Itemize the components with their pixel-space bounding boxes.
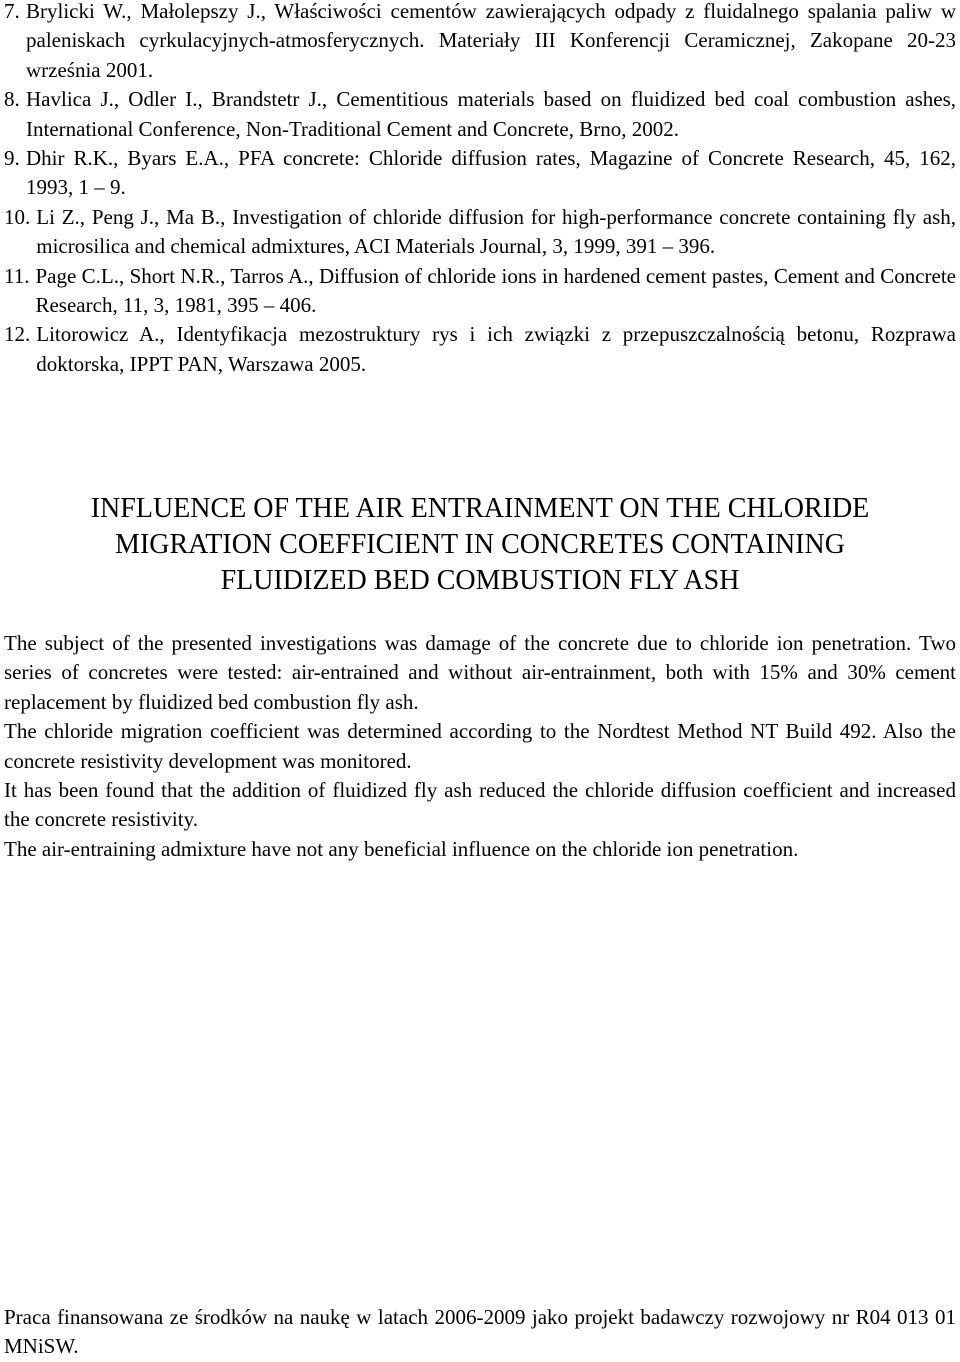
paper-title (0, 491, 960, 599)
abstract-paragraph: The chloride migration coefficient was determined according to the Nordtest Method NT Build 492. Also the concrete resistivity development was monitored. (4, 719, 956, 773)
reference-text: Li Z., Peng J., Ma B., Investigation of chloride diffusion for high-performance concrete containing fly ash, microsilica and chemical admixtures, ACI Materials Journal, 3, 1999, 391 – 396. (36, 204, 956, 259)
abstract-paragraph: It has been found that the addition of fluidized fly ash reduced the chloride diffusion coefficient and increased the concrete resistivity. (4, 778, 956, 832)
reference-item (4, 85, 956, 144)
abstract-paragraph: The subject of the presented investigations was damage of the concrete due to chloride ion penetration. Two series of concretes were tested: air-entrained and without air-entrainment, both with 15% and 30% cement replacement by fluidized bed combustion fly ash. (4, 631, 956, 714)
abstract-paragraph: The air-entraining admixture have not any beneficial influence on the chloride ion penetration. (4, 836, 799, 861)
reference-number: 7. (4, 0, 20, 23)
reference-number: 8. (4, 87, 20, 112)
reference-list (4, 0, 956, 379)
reference-item (4, 320, 956, 379)
reference-number: 11. (4, 263, 30, 288)
reference-text: Litorowicz A., Identyfikacja mezostruktury rys i ich związki z przepuszczalnością betonu, Rozprawa doktorska, IPPT PAN, Warszawa 2005. (36, 322, 956, 376)
reference-item (4, 262, 956, 321)
reference-item (4, 203, 956, 262)
reference-item (4, 0, 956, 85)
reference-number: 12. (4, 322, 31, 347)
reference-text: Havlica J., Odler I., Brandstetr J., Cementitious materials based on fluidized bed coal combustion ashes, International Conference, Non-Traditional Cement and Concrete, Brno, 2002. (26, 87, 956, 141)
abstract (4, 629, 956, 864)
reference-text: Brylicki W., Małolepszy J., Właściwości cementów zawierających odpady z fluidalnego spalania paliw w paleniskach cyrkulacyjnych-atmosferycznych. Materiały III Konferencji Ceramicznej, Zakopane 20-23 września 2001. (26, 0, 956, 82)
reference-number: 10. (4, 204, 31, 229)
reference-text: Page C.L., Short N.R., Tarros A., Diffusion of chloride ions in hardened cement pastes, Cement and Concrete Research, 11, 3, 1981, 395 – 406. (35, 263, 956, 318)
paper-title-line: FLUIDIZED BED COMBUSTION FLY ASH (220, 565, 740, 596)
paper-title-line: INFLUENCE OF THE AIR ENTRAINMENT ON THE CHLORIDE (90, 493, 870, 524)
reference-text: Dhir R.K., Byars E.A., PFA concrete: Chloride diffusion rates, Magazine of Concrete Research, 45, 162, 1993, 1 – 9. (26, 146, 956, 200)
reference-item (4, 144, 956, 203)
reference-number: 9. (4, 146, 20, 171)
paper-title-line: MIGRATION COEFFICIENT IN CONCRETES CONTAINING (115, 529, 845, 560)
funding-note: Praca finansowana ze środków na naukę w latach 2006-2009 jako projekt badawczy rozwojowy nr R04 013 01 MNiSW. (4, 1305, 956, 1359)
